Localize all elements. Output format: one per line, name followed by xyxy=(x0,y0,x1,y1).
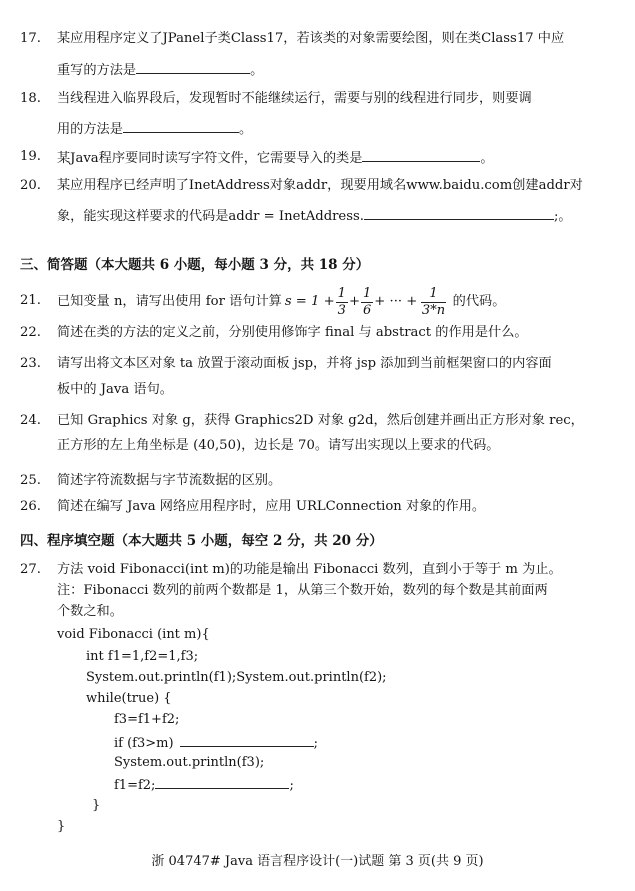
answer-blank[interactable] xyxy=(180,733,314,747)
question-text: 当线程进入临界段后，发现暂时不能继续运行，需要与别的线程进行同步，则要调 xyxy=(57,91,532,106)
question-number: 19. xyxy=(20,149,41,164)
plus-sign: + xyxy=(348,294,361,309)
code-line: if (f3>m) ; xyxy=(114,733,318,753)
question-number: 22. xyxy=(20,325,41,340)
answer-blank[interactable] xyxy=(155,775,289,789)
code-line: void Fibonacci (int m){ xyxy=(57,627,210,642)
answer-blank[interactable] xyxy=(362,148,480,162)
question-tail: ;。 xyxy=(553,209,572,224)
question-note: 注：Fibonacci 数列的前两个数都是 1，从第三个数开始，数列的每个数是其前面两 xyxy=(57,583,548,598)
question-number: 25. xyxy=(20,473,41,488)
question-tail: 。 xyxy=(480,151,494,166)
answer-blank[interactable] xyxy=(136,60,250,74)
question-number: 26. xyxy=(20,499,41,514)
code-line: System.out.println(f1);System.out.println(f2); xyxy=(86,670,387,685)
question-note: 个数之和。 xyxy=(57,604,123,619)
code-brace: } xyxy=(57,819,66,834)
formula-lhs: s = 1 + xyxy=(284,294,335,309)
code-line: f3=f1+f2; xyxy=(114,712,180,727)
question-number: 21. xyxy=(20,293,41,308)
code-line: int f1=1,f2=1,f3; xyxy=(86,649,199,664)
question-tail: 。 xyxy=(250,63,264,78)
code-line: while(true) { xyxy=(86,691,172,706)
question-text: 简述在编写 Java 网络应用程序时，应用 URLConnection 对象的作用。 xyxy=(57,499,486,514)
question-number: 23. xyxy=(20,356,41,371)
question-tail: 。 xyxy=(238,122,253,137)
question-text: 重写的方法是 xyxy=(57,63,137,78)
question-number: 24. xyxy=(20,413,41,428)
question-text: 方法 void Fibonacci(int m)的功能是输出 Fibonacci 数列，直到小于等于 m 为止。 xyxy=(57,562,562,577)
fraction-1-3: $\frac{1}{3}$ xyxy=(337,285,346,318)
question-text: 简述字符流数据与字节流数据的区别。 xyxy=(57,473,282,488)
question-text: 某Java程序要同时读写字符文件，它需要导入的类是 xyxy=(57,151,363,166)
fraction-1-6: $\frac{1}{6}$ xyxy=(363,285,372,318)
question-text: 已知变量 n，请写出使用 for 语句计算 xyxy=(57,294,282,309)
section-4-title: 四、程序填空题（本大题共 5 小题，每空 2 分，共 20 分） xyxy=(20,533,383,549)
question-number: 27. xyxy=(20,562,41,577)
question-number: 20. xyxy=(20,178,41,193)
code-brace: } xyxy=(92,798,101,813)
answer-blank[interactable] xyxy=(123,119,239,133)
question-text: 简述在类的方法的定义之前，分别使用修饰字 final 与 abstract 的作用是什么。 xyxy=(57,325,528,340)
question-number: 18. xyxy=(20,91,41,106)
page-footer: 浙 04747# Java 语言程序设计(一)试题 第 3 页(共 9 页) xyxy=(151,854,484,869)
question-text: 板中的 Java 语句。 xyxy=(57,382,173,397)
answer-blank[interactable] xyxy=(364,206,554,220)
code-line: System.out.println(f3); xyxy=(114,755,265,770)
question-text: 请写出将文本区对象 ta 放置于滚动面板 jsp，并将 jsp 添加到当前框架窗口的内容面 xyxy=(57,356,552,371)
question-text: 用的方法是 xyxy=(57,122,123,137)
question-text: 正方形的左上角坐标是 (40,50)，边长是 70。请写出实现以上要求的代码。 xyxy=(57,438,500,453)
question-text: 象，能实现这样要求的代码是addr = InetAddress. xyxy=(57,209,364,224)
question-text: 已知 Graphics 对象 g，获得 Graphics2D 对象 g2d，然后创建并画出正方形对象 rec， xyxy=(57,413,584,428)
ellipsis-sum: + ··· + xyxy=(374,294,418,309)
question-text: 某应用程序已经声明了InetAddress对象addr，现要用域名www.baidu.com创建addr对 xyxy=(57,178,583,193)
question-text: 某应用程序定义了JPanel子类Class17，若该类的对象需要绘图，则在类Class17 中应 xyxy=(57,31,565,46)
code-line: f1=f2; ; xyxy=(114,775,294,795)
question-text-tail: 的代码。 xyxy=(452,294,506,309)
section-3-title: 三、简答题（本大题共 6 小题，每小题 3 分，共 18 分） xyxy=(20,257,370,273)
fraction-1-3n: $\frac{1}{3*n}$ xyxy=(421,285,446,318)
question-number: 17. xyxy=(20,31,41,46)
